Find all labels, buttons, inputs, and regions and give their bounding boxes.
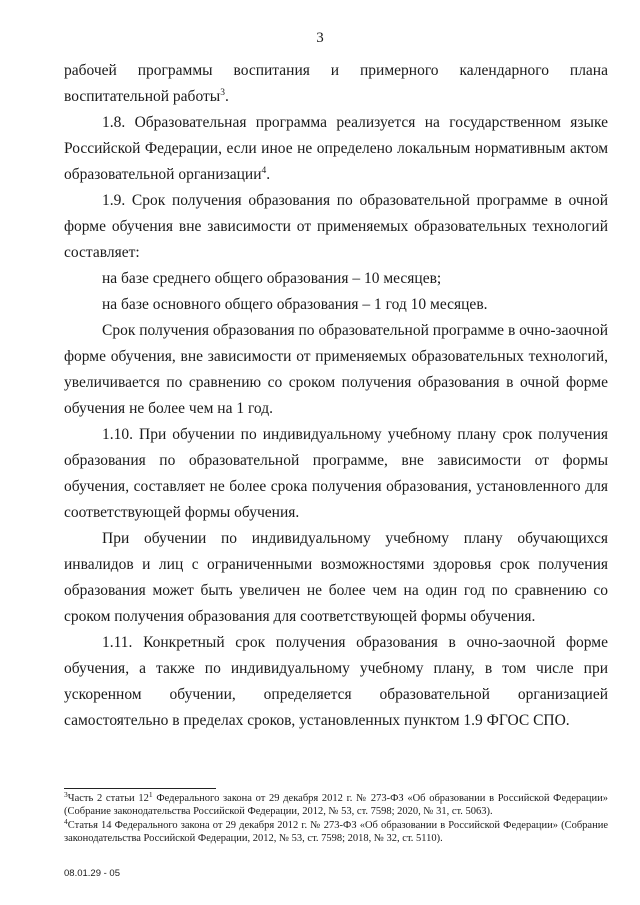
footnote-divider (64, 788, 216, 789)
footnote-text: Часть 2 статьи 12 (67, 793, 149, 804)
paragraph-1-11: 1.11. Конкретный срок получения образования в очно-заочной форме обучения, а также по индивидуальному учебному плану, в том числе при ускоренном обучении, определяется образовательной организацией самостоятельно в пределах сроков, установленных пунктом 1.9 ФГОС СПО. (64, 634, 608, 729)
paragraph-1-9: 1.9. Срок получения образования по образовательной программе в очной форме обучения вне зависимости от применяемых образовательных технологий составляет: (64, 192, 608, 261)
list-item-basic-education: на базе основного общего образования – 1 год 10 месяцев. (102, 296, 488, 313)
footnote-text-cont: Федерального закона от 29 декабря 2012 г. № 273-ФЗ «Об образовании в Российской Федерации» (Собрание законодательства Российской Федерации, 2012, № 53, ст. 7598; 2020, № 31, ст. 5063). (64, 793, 608, 817)
footnote-marker: 4 (64, 817, 68, 826)
body-text (64, 58, 608, 734)
paragraph-1-8 (64, 110, 608, 188)
paragraph-end: . (224, 88, 229, 105)
list-item-secondary-education: на базе среднего общего образования – 10 месяцев; (102, 270, 442, 287)
paragraph-text: 1.8. Образовательная программа реализуется на государственном языке Российской Федерации, если иное не определено локальным нормативным актом образовательной организации (64, 114, 608, 183)
document-code: 08.01.29 - 05 (64, 868, 120, 879)
paragraph-1-10: 1.10. При обучении по индивидуальному учебному плану срок получения образования по образовательной программе, вне зависимости от формы обучения, составляет не более срока получения образования, установленного для соответствующей формы обучения. (64, 426, 608, 521)
page-number: 3 (316, 30, 324, 46)
footnote-inner-sup: 1 (148, 790, 153, 799)
paragraph-end: . (266, 166, 271, 183)
footnote-ref-3[interactable]: 3 (220, 88, 225, 98)
paragraph-continuation (64, 58, 608, 110)
footnote-3 (64, 792, 608, 818)
footnote-text: Статья 14 Федерального закона от 29 декабря 2012 г. № 273-ФЗ «Об образовании в Российской Федерации» (Собрание законодательства Российской Федерации, 2012, № 53, ст. 7598; 2018, № 32, ст. 5110). (64, 820, 608, 844)
footnote-ref-4[interactable]: 4 (261, 166, 267, 176)
footnote-marker: 3 (64, 790, 68, 799)
paragraph-part-time-term: Срок получения образования по образовательной программе в очно-заочной форме обучения, вне зависимости от применяемых образовательных технологий, увеличивается по сравнению со сроком получения образования в очной форме обучения не более чем на 1 год. (64, 322, 608, 417)
paragraph-text: рабочей программы воспитания и примерного календарного плана воспитательной работы (64, 62, 608, 105)
footnotes (64, 792, 608, 846)
paragraph-disabled-students: При обучении по индивидуальному учебному плану обучающихся инвалидов и лиц с ограниченными возможностями здоровья срок получения образования может быть увеличен не более чем на один год по сравнению со сроком получения образования для соответствующей формы обучения. (64, 530, 608, 625)
footnote-4 (64, 819, 608, 845)
